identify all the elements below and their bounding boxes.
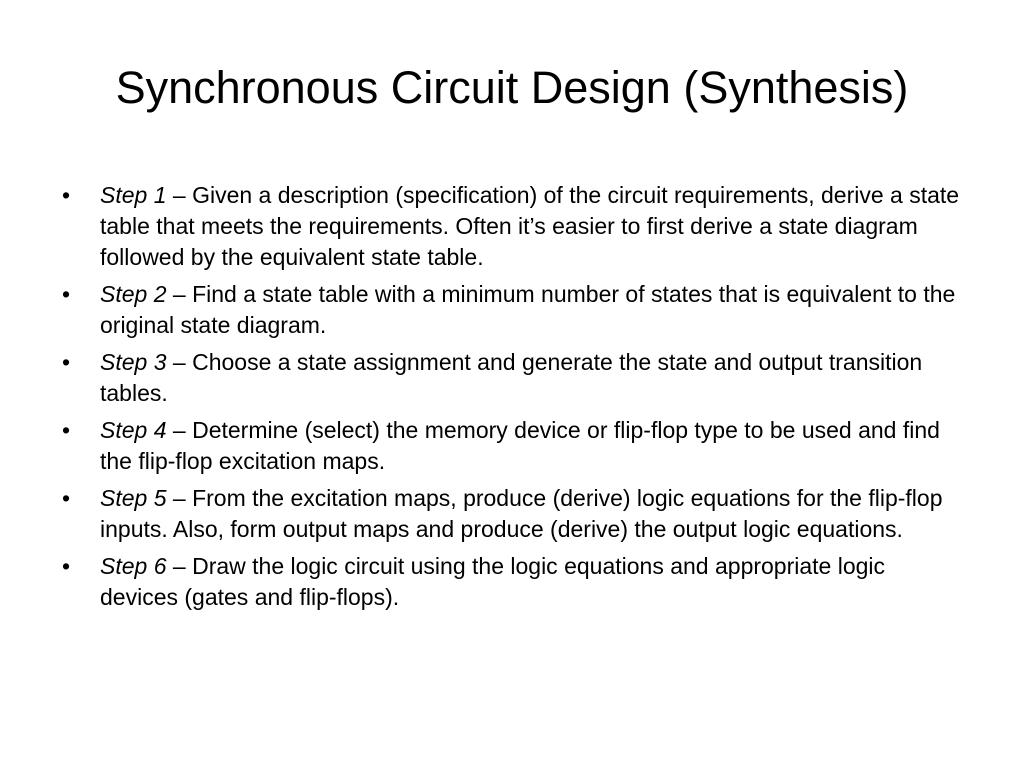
step-separator: – <box>166 553 193 579</box>
step-label: Step 3 <box>100 349 167 375</box>
bullet-icon: • <box>62 553 71 579</box>
list-item <box>62 551 966 613</box>
step-text: Choose a state assignment and generate the state and output transition tables. <box>100 349 923 406</box>
step-label: Step 1 <box>100 182 167 208</box>
list-item <box>62 279 966 341</box>
step-label: Step 2 <box>100 281 167 307</box>
step-label: Step 5 <box>100 485 167 511</box>
step-separator: – <box>166 281 193 307</box>
bullet-icon: • <box>62 417 71 443</box>
list-item <box>62 415 966 477</box>
slide-title: Synchronous Circuit Design (Synthesis) <box>115 62 909 113</box>
list-item <box>62 483 966 545</box>
step-separator: – <box>166 182 193 208</box>
step-separator: – <box>166 349 193 375</box>
step-text: Determine (select) the memory device or flip-flop type to be used and find the flip-flop excitation maps. <box>100 417 940 474</box>
step-separator: – <box>166 417 193 443</box>
bullet-icon: • <box>62 281 71 307</box>
bullet-icon: • <box>62 182 71 208</box>
bullet-list <box>62 180 966 619</box>
step-text: Find a state table with a minimum number of states that is equivalent to the original state diagram. <box>100 281 956 338</box>
step-text: Given a description (specification) of the circuit requirements, derive a state table that meets the requirements. Often it’s easier to first derive a state diagram followed by the equivalent state table. <box>100 182 960 270</box>
bullet-icon: • <box>62 485 71 511</box>
step-text: Draw the logic circuit using the logic equations and appropriate logic devices (gates and flip-flops). <box>100 553 886 610</box>
step-label: Step 4 <box>100 417 167 443</box>
step-text: From the excitation maps, produce (derive) logic equations for the flip-flop inputs. Also, form output maps and produce (derive) the output logic equations. <box>100 485 943 542</box>
step-label: Step 6 <box>100 553 167 579</box>
list-item <box>62 347 966 409</box>
step-separator: – <box>166 485 193 511</box>
bullet-icon: • <box>62 349 71 375</box>
list-item <box>62 180 966 273</box>
